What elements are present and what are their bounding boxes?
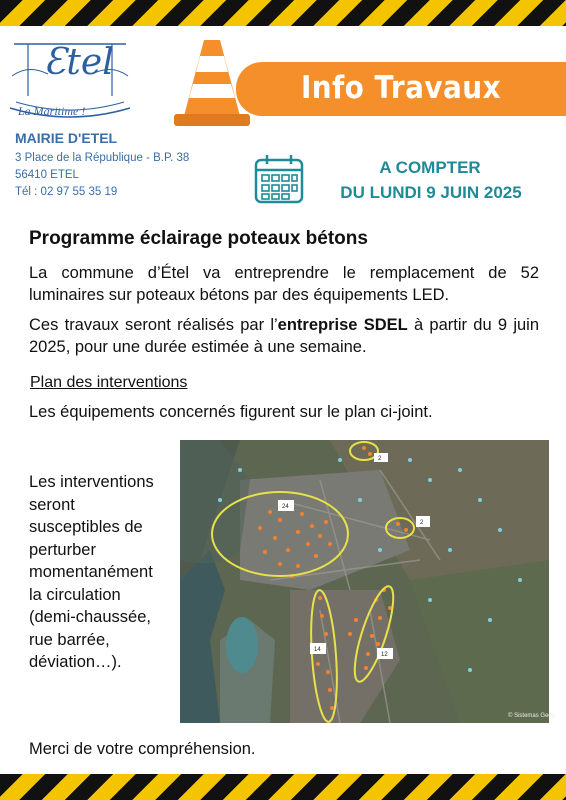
map-zone-label: 2 [378, 456, 382, 462]
article-title: Programme éclairage poteaux bétons [29, 228, 368, 249]
mairie-phone: Tél : 02 97 55 35 19 [15, 186, 118, 198]
traffic-notice-line: perturber [29, 540, 96, 559]
start-date-line1: A COMPTER [379, 158, 481, 177]
map-zone-label: 2 [420, 520, 424, 526]
intro-paragraph: La commune d’Étel va entreprendre le remplacement de 52 luminaires sur poteaux bétons par des équipements LED. [29, 264, 539, 304]
contractor-paragraph [29, 314, 539, 358]
plan-subheading: Plan des interventions [30, 374, 188, 391]
thanks-line: Merci de votre compréhension. [29, 740, 256, 758]
traffic-notice-line: Les interventions [29, 473, 154, 491]
map-zone-label: 24 [282, 504, 289, 510]
hazard-stripes-top [0, 0, 566, 26]
plan-paragraph: Les équipements concernés figurent sur le plan ci-joint. [29, 403, 433, 421]
logo-script-text: Ɛtel [44, 42, 114, 83]
mairie-name: MAIRIE D'ETEL [15, 130, 118, 146]
banner-title: Info Travaux [300, 70, 502, 106]
mairie-address-line1: 3 Place de la République - B.P. 38 [15, 152, 190, 164]
mairie-address-line2: 56410 ETEL [15, 169, 79, 181]
contractor-name: entreprise SDEL [277, 316, 408, 334]
traffic-notice-line: rue barrée, [29, 630, 110, 649]
map-attribution: © Sistemas Geog [508, 713, 556, 719]
traffic-notice-line: momentanément [29, 563, 153, 581]
contractor-text-after: à partir du 9 juin 2025, pour une durée estimée à une semaine. [29, 316, 540, 356]
calendar-icon [254, 154, 304, 204]
traffic-notice-line: la circulation [29, 585, 121, 604]
map-zone-label: 12 [381, 652, 388, 658]
traffic-notice [29, 471, 179, 674]
map-zone-label: 14 [314, 647, 321, 653]
start-date-line2: DU LUNDI 9 JUIN 2025 [340, 183, 522, 202]
traffic-notice-line: (demi-chaussée, [29, 608, 151, 626]
traffic-notice-line: susceptibles de [29, 518, 143, 536]
traffic-notice-line: déviation…). [29, 653, 122, 671]
hazard-stripes-bottom [0, 774, 566, 800]
logo-tagline: La Maritime ! [18, 104, 86, 118]
intervention-map [180, 440, 549, 723]
info-travaux-banner [236, 62, 566, 116]
contractor-text-before: Ces travaux seront réalisés par l’ [29, 316, 278, 334]
traffic-notice-line: seront [29, 495, 75, 514]
